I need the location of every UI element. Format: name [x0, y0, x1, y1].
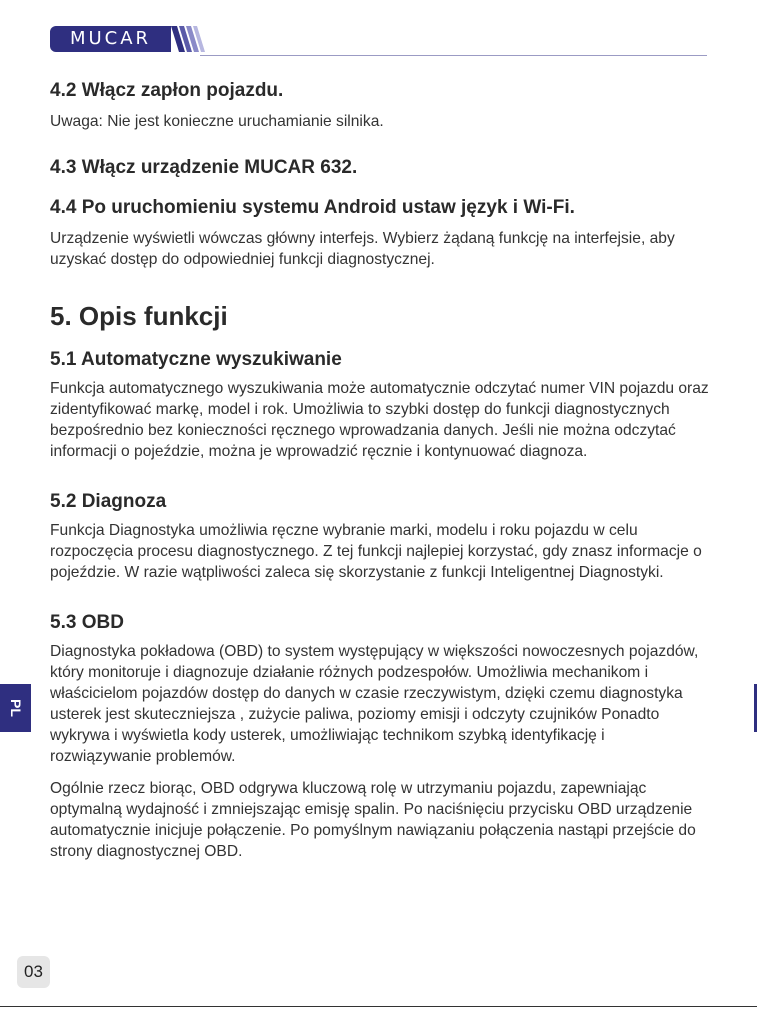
heading-5-1: 5.1 Automatyczne wyszukiwanie — [50, 349, 342, 370]
bottom-rule — [0, 1006, 757, 1007]
mucar-logo — [50, 26, 171, 52]
logo-text: MUCAR — [69, 28, 152, 49]
page-header — [50, 22, 707, 58]
paragraph-5-2: Funkcja Diagnostyka umożliwia ręczne wybranie marki, modelu i roku pojazdu w celu rozpoczęcia procesu diagnostycznego. Z tej funkcji najlepiej korzystać, gdy znasz informacje o pojeździe. W razie wątpliwości zaleca się skorzystanie z funkcji Inteligentnej Diagnostyki. — [50, 522, 702, 581]
paragraph-5-1: Funkcja automatycznego wyszukiwania może automatycznie odczytać numer VIN pojazdu oraz zidentyfikować markę, model i rok. Umożliwia to szybki dostęp do funkcji diagnostycznych bezpośrednio bez konieczności ręcznego wprowadzania danych. Jeśli nie można odczytać informacji o pojeździe, można je wprowadzić ręcznie i kontynuować diagnoza. — [50, 380, 709, 460]
page-content — [50, 78, 710, 862]
language-tab-label: PL — [7, 699, 24, 717]
heading-4-2: 4.2 Włącz zapłon pojazdu. — [50, 80, 284, 101]
heading-5: 5. Opis funkcji — [50, 301, 228, 331]
heading-4-4: 4.4 Po uruchomieniu systemu Android ustaw język i Wi-Fi. — [50, 197, 575, 218]
heading-4-3: 4.3 Włącz urządzenie MUCAR 632. — [50, 157, 358, 178]
paragraph-4-2: Uwaga: Nie jest konieczne uruchamianie silnika. — [50, 113, 384, 130]
paragraph-5-3-b: Ogólnie rzecz biorąc, OBD odgrywa kluczową rolę w utrzymaniu pojazdu, zapewniając optymalną wydajność i zmniejszając emisję spalin. Po naciśnięciu przycisku OBD urządzenie automatycznie inicjuje połączenie. Po pomyślnym nawiązaniu połączenia nastąpi przejście do strony diagnostycznej OBD. — [50, 780, 696, 860]
header-rule — [200, 55, 707, 56]
logo-stripes-icon — [171, 22, 211, 58]
heading-5-2: 5.2 Diagnoza — [50, 491, 167, 512]
heading-5-3: 5.3 OBD — [50, 612, 124, 633]
page-number: 03 — [17, 956, 50, 988]
paragraph-5-3-a: Diagnostyka pokładowa (OBD) to system występujący w większości nowoczesnych pojazdów, który monitoruje i diagnozuje działanie różnych podzespołów. Umożliwia mechanikom i właścicielom pojazdów dostęp do danych w czasie rzeczywistym, dzięki czemu diagnostyka usterek jest skuteczniejsza , zużycie paliwa, poziomy emisji i odczyty czujników Ponadto wykrywa i wyświetla kody usterek, umożliwiając technikom szybką identyfikację i rozwiązywanie problemów. — [50, 643, 699, 765]
paragraph-4-4: Urządzenie wyświetli wówczas główny interfejs. Wybierz żądaną funkcję na interfejsie, aby uzyskać dostęp do odpowiedniej funkcji diagnostycznej. — [50, 230, 675, 268]
language-tab — [0, 684, 31, 732]
